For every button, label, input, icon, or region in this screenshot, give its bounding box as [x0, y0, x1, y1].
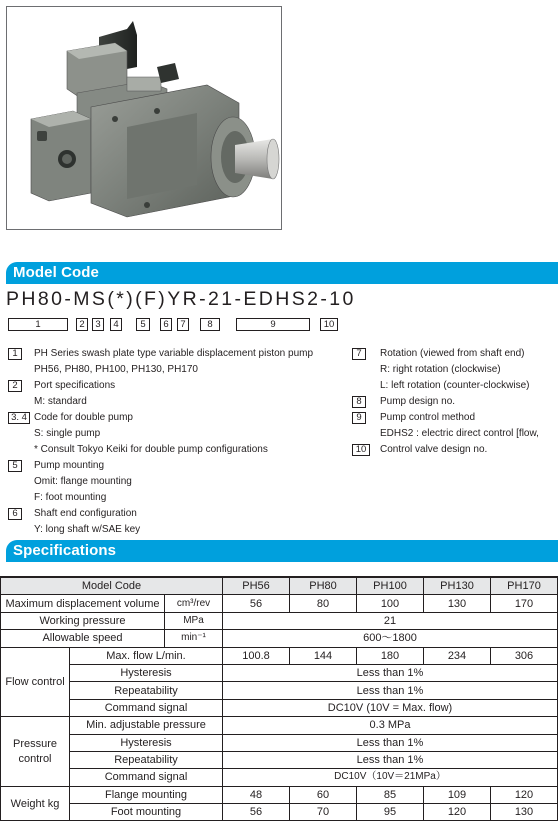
legend-number: 10: [352, 444, 370, 456]
model-code-box-2: 2: [76, 318, 88, 331]
legend-text: S: single pump: [34, 428, 101, 439]
row-label: Working pressure: [1, 612, 165, 629]
model-code-box-9: 9: [236, 318, 310, 331]
legend-text: Omit: flange mounting: [34, 476, 132, 487]
row-label: Allowable speed: [1, 630, 165, 647]
model-header-cell: PH80: [290, 577, 357, 595]
value-cell: 130: [491, 804, 558, 821]
value-cell: Less than 1%: [223, 682, 558, 699]
value-cell: 48: [223, 786, 290, 803]
section-title: Model Code: [13, 264, 99, 281]
value-cell: Less than 1%: [223, 734, 558, 751]
group-label-line: Pressure: [12, 737, 58, 750]
table-row: [1, 751, 558, 768]
value-cell: 109: [424, 786, 491, 803]
model-code-box-10: 10: [320, 318, 338, 331]
table-row: [1, 595, 558, 612]
value-cell: 70: [290, 804, 357, 821]
value-cell: 100.8: [223, 647, 290, 664]
legend-number: 2: [8, 380, 22, 392]
legend-text: Code for double pump: [34, 412, 133, 423]
row-label: Hysteresis: [70, 734, 223, 751]
model-code-box-7: 7: [177, 318, 189, 331]
unit-cell: min⁻¹: [165, 630, 223, 647]
table-row: [1, 699, 558, 716]
model-code-box-6: 6: [160, 318, 172, 331]
value-cell: Less than 1%: [223, 751, 558, 768]
legend-number: 8: [352, 396, 366, 408]
value-cell: 21: [223, 612, 558, 629]
unit-cell: cm³/rev: [165, 595, 223, 612]
unit-cell: MPa: [165, 612, 223, 629]
legend-text: Control valve design no.: [380, 444, 488, 455]
legend-text: Y: long shaft w/SAE key: [34, 524, 141, 535]
specifications-table: [0, 576, 558, 821]
model-code-box-1: 1: [8, 318, 68, 331]
value-cell: 80: [290, 595, 357, 612]
legend-number: 9: [352, 412, 366, 424]
legend-text: L: left rotation (counter-clockwise): [380, 380, 530, 391]
legend-text: * Consult Tokyo Keiki for double pump configurations: [34, 444, 268, 455]
table-row: [1, 786, 558, 803]
table-row: [1, 734, 558, 751]
legend-text: EDHS2 : electric direct control [flow,: [380, 428, 539, 439]
product-photo: [6, 6, 282, 230]
model-code-banner: [6, 262, 558, 284]
legend-number: 7: [352, 348, 366, 360]
legend-text: Pump control method: [380, 412, 476, 423]
group-label: [1, 717, 70, 787]
model-code-box-3: 3: [92, 318, 104, 331]
legend-text: R: right rotation (clockwise): [380, 364, 501, 375]
legend-text: Pump mounting: [34, 460, 105, 471]
legend-text: PH Series swash plate type variable displacement piston pump: [34, 348, 314, 359]
value-cell: DC10V (10V = Max. flow): [223, 699, 558, 716]
row-label: Min. adjustable pressure: [70, 717, 223, 734]
value-cell: 180: [357, 647, 424, 664]
value-cell: 144: [290, 647, 357, 664]
value-cell: 85: [357, 786, 424, 803]
group-label-line: control: [18, 752, 52, 765]
value-cell: 100: [357, 595, 424, 612]
table-row: [1, 577, 558, 595]
value-cell: 120: [424, 804, 491, 821]
row-label: Command signal: [70, 769, 223, 786]
legend-text: Rotation (viewed from shaft end): [380, 348, 525, 359]
row-label: Command signal: [70, 699, 223, 716]
table-row: [1, 769, 558, 786]
row-label: Maximum displacement volume: [1, 595, 165, 612]
value-cell: DC10V（10V＝21MPa）: [223, 769, 558, 786]
model-header-cell: PH100: [357, 577, 424, 595]
value-cell: 306: [491, 647, 558, 664]
legend-text: M: standard: [34, 396, 87, 407]
table-header-cell: Model Code: [1, 577, 223, 595]
piston-pump-illustration: [7, 7, 281, 229]
table-row: [1, 647, 558, 664]
row-label: Repeatability: [70, 751, 223, 768]
value-cell: 60: [290, 786, 357, 803]
row-label: Flange mounting: [70, 786, 223, 803]
legend-number: 5: [8, 460, 22, 472]
legend-text: Pump design no.: [380, 396, 456, 407]
legend-text: Port specifications: [34, 380, 116, 391]
group-label: Weight kg: [1, 786, 70, 821]
value-cell: 56: [223, 595, 290, 612]
model-code-box-8: 8: [200, 318, 220, 331]
value-cell: 95: [357, 804, 424, 821]
value-cell: Less than 1%: [223, 664, 558, 681]
row-label: Repeatability: [70, 682, 223, 699]
value-cell: 234: [424, 647, 491, 664]
legend-number: 3. 4: [8, 412, 30, 424]
section-title: Specifications: [13, 542, 117, 559]
value-cell: 0.3 MPa: [223, 717, 558, 734]
row-label: Hysteresis: [70, 664, 223, 681]
row-label: Foot mounting: [70, 804, 223, 821]
model-code-box-5: 5: [136, 318, 150, 331]
model-code-string: PH80-MS(*)(F)YR-21-EDHS2-10: [6, 288, 356, 310]
legend-text: F: foot mounting: [34, 492, 107, 503]
legend-text: PH56, PH80, PH100, PH130, PH170: [34, 364, 198, 375]
value-cell: 170: [491, 595, 558, 612]
table-row: [1, 804, 558, 821]
specifications-banner: [6, 540, 558, 562]
value-cell: 600～1800: [223, 630, 558, 647]
table-row: [1, 682, 558, 699]
table-row: [1, 664, 558, 681]
model-code-box-4: 4: [110, 318, 122, 331]
table-row: [1, 612, 558, 629]
model-header-cell: PH170: [491, 577, 558, 595]
legend-number: 6: [8, 508, 22, 520]
legend-text: Shaft end configuration: [34, 508, 137, 519]
model-header-cell: PH56: [223, 577, 290, 595]
value-cell: 56: [223, 804, 290, 821]
table-row: [1, 630, 558, 647]
group-label: Flow control: [1, 647, 70, 717]
value-cell: 130: [424, 595, 491, 612]
model-header-cell: PH130: [424, 577, 491, 595]
table-row: [1, 717, 558, 734]
legend-number: 1: [8, 348, 22, 360]
value-cell: 120: [491, 786, 558, 803]
row-label: Max. flow L/min.: [70, 647, 223, 664]
